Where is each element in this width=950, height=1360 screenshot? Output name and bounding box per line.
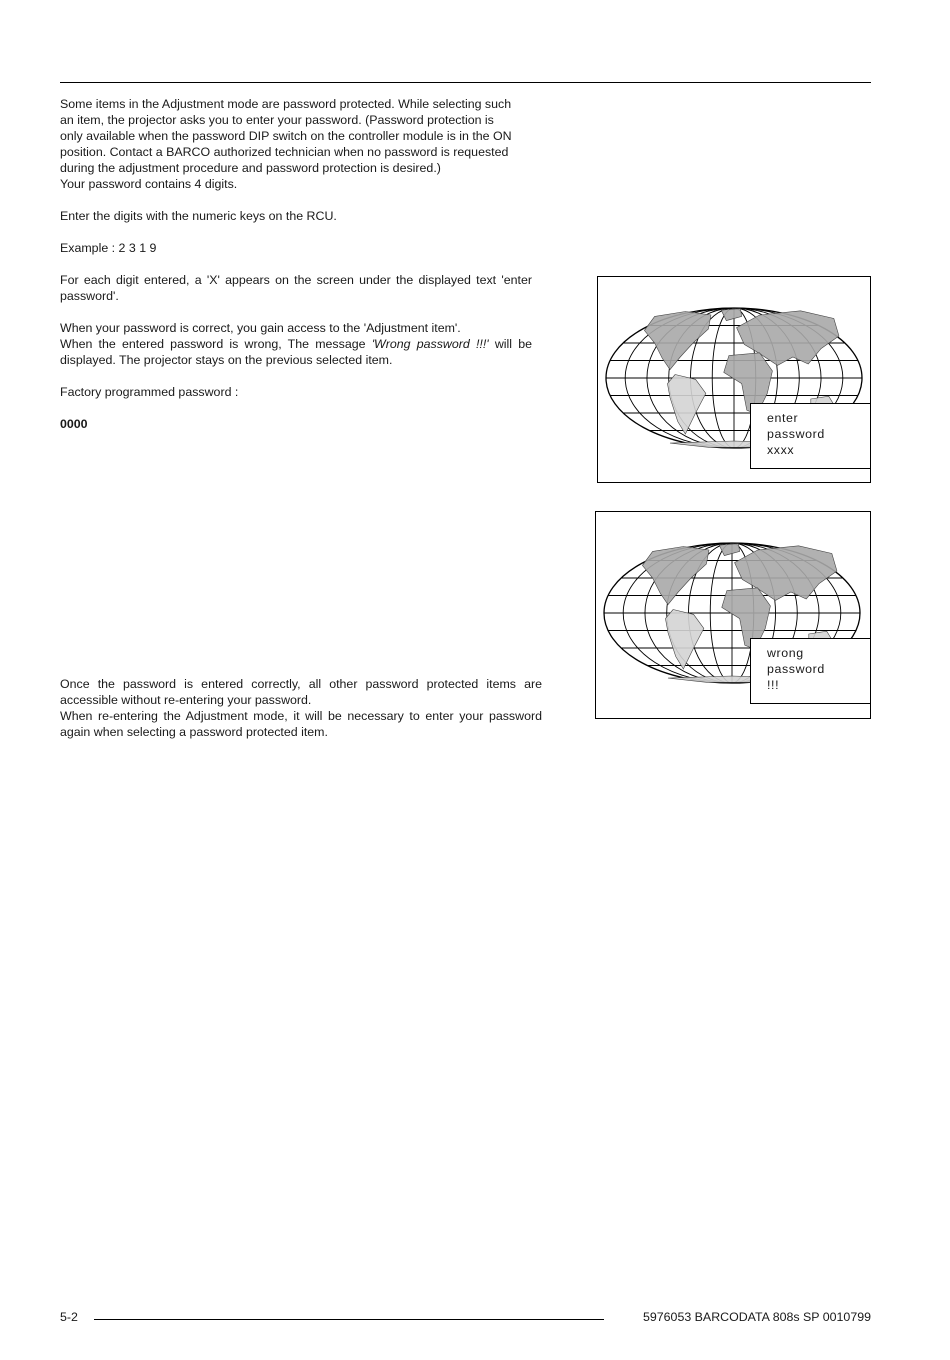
wrong-password-message: 'Wrong password !!!' [371,337,489,351]
osd-line-1: wrong [767,646,804,660]
each-digit-text: For each digit entered, a 'X' appears on the screen under the displayed text 'enter password'. [60,273,532,303]
factory-password-value: 0000 [60,417,88,431]
outro-text [60,676,542,740]
page-footer [60,1310,871,1328]
osd-line-1: enter [767,411,799,425]
footer-rule [94,1319,604,1320]
osd-line-3: !!! [767,678,780,692]
result-paragraph [60,320,532,368]
wrong-password-figure [595,511,871,719]
correct-password-text: When your password is correct, you gain access to the 'Adjustment item'. [60,321,461,335]
osd-line-2: password [767,662,825,676]
page-number: 5-2 [60,1310,78,1324]
outro-line-2: When re-entering the Adjustment mode, it will be necessary to enter your password again when selecting a password protected item. [60,709,542,739]
intro-line-3: only available when the password DIP switch on the controller module is in the ON [60,129,512,143]
wrong-suffix-text: will be displayed. The projector stays on the previous selected item. [60,337,533,367]
enter-password-osd [750,403,871,469]
wrong-prefix-text: When the entered password is wrong, The message [60,337,372,351]
osd-line-2: password [767,427,825,441]
intro-line-1: Some items in the Adjustment mode are password protected. While selecting such [60,97,512,111]
intro-paragraph [60,96,532,192]
intro-text [60,96,532,432]
intro-line-4: position. Contact a BARCO authorized technician when no password is requested [60,145,509,159]
intro-line-5: during the adjustment procedure and password protection is desired.) [60,161,441,175]
intro-line-2: an item, the projector asks you to enter your password. (Password protection is [60,113,494,127]
digits-line: Your password contains 4 digits. [60,177,238,191]
greenland-shape [721,309,741,321]
example-text: Example : 2 3 1 9 [60,241,157,255]
osd-line-3: xxxx [767,443,795,457]
outro-line-1: Once the password is entered correctly, all other password protected items are accessible without re-entering your password. [60,677,542,707]
factory-password-label: Factory programmed password : [60,385,239,399]
enter-digits-text: Enter the digits with the numeric keys on the RCU. [60,209,337,223]
south-america-shape [665,610,703,670]
greenland-shape [719,544,739,556]
south-america-shape [667,375,705,435]
enter-password-figure [597,276,871,483]
document-id: 5976053 BARCODATA 808s SP 0010799 [642,1310,871,1324]
wrong-password-osd [750,638,871,704]
header-rule [60,82,871,83]
